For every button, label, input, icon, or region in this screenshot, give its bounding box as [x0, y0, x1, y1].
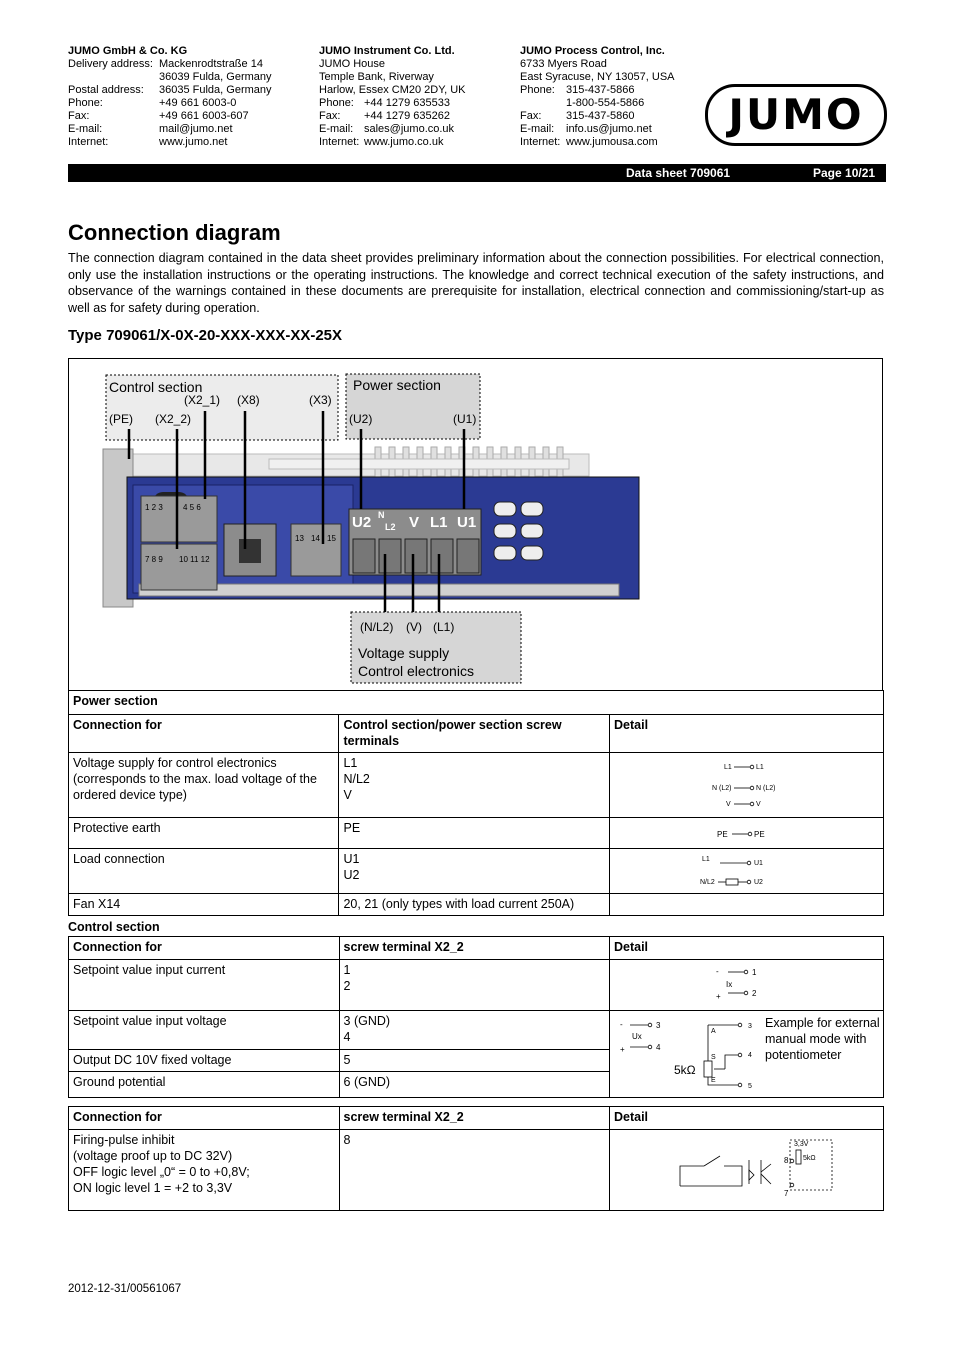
detail-text: U2 [754, 879, 763, 886]
field-label: Fax: [68, 110, 90, 122]
page-title: Connection diagram [68, 220, 281, 245]
terminal-cell [339, 960, 609, 1011]
detail-text: 3 [747, 1023, 752, 1030]
detail-text: 3 [655, 1021, 661, 1030]
field-label: Phone: [520, 84, 555, 96]
detail-text: V [756, 801, 761, 808]
table-row [69, 753, 884, 818]
detail-text: 5 [747, 1083, 752, 1090]
detail-text: PE [754, 830, 765, 839]
detail-text: A [710, 1028, 716, 1035]
website-link[interactable]: www.jumo.net [159, 136, 228, 148]
connection-cell: Ground potential [69, 1072, 340, 1098]
document-id: 2012-12-31/00561067 [68, 1283, 182, 1295]
terminal-value: 3 (GND) [343, 1014, 391, 1028]
detail-text: PE [717, 830, 728, 839]
table-row [69, 1011, 884, 1050]
terminal-value: U2 [343, 868, 360, 882]
label-u1: (U1) [453, 412, 477, 426]
terminal-value: V [343, 788, 352, 802]
jumo-logo [705, 84, 887, 146]
field-value: 36039 Fulda, Germany [159, 71, 272, 83]
power-section-label: Power section [353, 377, 441, 393]
detail-text: L1 [702, 856, 710, 863]
connection-line: Firing-pulse inhibit [73, 1133, 175, 1147]
detail-text: - [619, 1020, 623, 1029]
mark-n: N [378, 510, 385, 520]
control-section-table [68, 936, 884, 1098]
label-pe: (PE) [109, 412, 133, 426]
company-name: JUMO GmbH & Co. KG [68, 45, 188, 57]
detail-text: Ix [725, 980, 733, 989]
terminal-numbers-789: 7 8 9 [145, 555, 163, 564]
current-input-diagram [614, 962, 878, 1004]
table-row [69, 894, 884, 916]
device-illustration [69, 359, 882, 690]
connection-line: ON logic level 1 = +2 to 3,3V [73, 1181, 233, 1195]
col-header: Detail [609, 937, 883, 960]
potentiometer-example-note: Example for external manual mode with potentiometer [765, 1016, 880, 1062]
terminal-numbers-456: 4 5 6 [183, 503, 201, 512]
power-section-title: Power section [69, 691, 884, 715]
detail-cell [610, 753, 884, 818]
terminal-block-x3 [291, 524, 341, 576]
company-jumo-uk [319, 45, 466, 149]
terminal-cell [339, 753, 610, 818]
detail-cell [610, 818, 884, 849]
detail-cell [610, 894, 884, 916]
load-detail-diagram [614, 851, 878, 887]
field-label: Fax: [520, 110, 542, 122]
col-header: Connection for [69, 937, 340, 960]
detail-text: + [715, 992, 721, 1001]
connection-line: (voltage proof up to DC 32V) [73, 1149, 233, 1163]
mark-l2: L2 [385, 522, 396, 532]
field-value: +44 1279 635262 [364, 110, 450, 122]
detail-text: N (L2) [712, 785, 732, 792]
label-x3: (X3) [309, 393, 332, 407]
col-header: screw terminal X2_2 [339, 937, 609, 960]
field-label [68, 71, 159, 84]
detail-text: N (L2) [756, 785, 776, 792]
firing-pulse-diagram [614, 1132, 878, 1204]
field-label: E-mail: [319, 123, 354, 135]
supply-detail-diagram [614, 755, 878, 811]
datasheet-bar [68, 164, 886, 182]
company-jumo-germany [68, 45, 272, 149]
detail-text: L1 [724, 764, 732, 771]
detail-text: S [710, 1054, 716, 1061]
table-row [69, 1130, 884, 1211]
col-header: Detail [609, 1107, 883, 1130]
logo-text: JUMO [728, 90, 864, 139]
detail-text: 4 [747, 1052, 752, 1059]
label-x2-2: (X2_2) [155, 412, 192, 426]
detail-text: - [715, 967, 719, 976]
col-header: Connection for [69, 1107, 340, 1130]
field-value: Mackenrodtstraße 14 [159, 58, 263, 70]
field-value: Temple Bank, Riverway [319, 71, 434, 83]
field-value: 36035 Fulda, Germany [159, 84, 272, 96]
field-label: E-mail: [68, 123, 103, 135]
field-label: Postal address: [68, 84, 144, 96]
col-header: Connection for [69, 715, 339, 753]
company-name: JUMO Instrument Co. Ltd. [319, 45, 455, 57]
email-link[interactable]: sales@jumo.co.uk [364, 123, 455, 135]
field-label: E-mail: [520, 123, 555, 135]
terminal-cell: 6 (GND) [339, 1072, 609, 1098]
field-label: Internet: [520, 136, 561, 148]
company-jumo-usa [520, 45, 675, 149]
field-value: East Syracuse, NY 13057, USA [520, 71, 675, 83]
field-label: Internet: [319, 136, 360, 148]
connection-cell: Output DC 10V fixed voltage [69, 1050, 340, 1072]
field-label: Fax: [319, 110, 341, 122]
connection-cell: Setpoint value input current [69, 960, 340, 1011]
label-v: (V) [406, 620, 422, 634]
connection-cell: Fan X14 [69, 894, 339, 916]
connection-line: OFF logic level „0“ = 0 to +0,8V; [73, 1165, 250, 1179]
field-label: Phone: [68, 97, 103, 109]
field-label: Phone: [319, 97, 354, 109]
field-value: Harlow, Essex CM20 2DY, UK [319, 84, 466, 96]
email-link[interactable]: mail@jumo.net [159, 123, 233, 135]
website-link[interactable]: www.jumousa.com [566, 136, 658, 148]
field-value: 315-437-5860 [566, 110, 635, 122]
field-value: +49 661 6003-607 [159, 110, 249, 122]
label-u2: (U2) [349, 412, 373, 426]
detail-text: Ux [631, 1032, 642, 1041]
control-section-title: Control section [68, 920, 160, 934]
terminal-cell [339, 849, 610, 894]
detail-text: 5kΩ [802, 1155, 816, 1162]
pe-detail-diagram [614, 820, 878, 842]
connection-figure [68, 358, 883, 691]
page-number: Page 10/21 [813, 166, 876, 180]
mark-v: V [409, 514, 420, 531]
detail-cell [610, 849, 884, 894]
terminal-cell [339, 1011, 609, 1050]
potentiometer-label: 5kΩ [673, 1063, 696, 1077]
connection-cell: Protective earth [69, 818, 339, 849]
datasheet-number: Data sheet 709061 [626, 166, 731, 180]
terminal-value: N/L2 [343, 772, 370, 786]
table-row [69, 960, 884, 1011]
label-x2-1: (X2_1) [184, 393, 221, 407]
website-link[interactable]: www.jumo.co.uk [364, 136, 444, 148]
company-name: JUMO Process Control, Inc. [520, 45, 665, 57]
connector-x8 [224, 524, 276, 576]
mark-u1: U1 [457, 514, 477, 531]
terminal-14: 14 [311, 534, 320, 543]
field-label: Internet: [68, 136, 109, 148]
col-header: screw terminal X2_2 [339, 1107, 609, 1130]
terminal-value: 2 [343, 979, 351, 993]
firing-pulse-table [68, 1106, 884, 1211]
detail-text: 2 [751, 989, 757, 998]
label-l1: (L1) [433, 620, 455, 634]
detail-text: E [710, 1077, 716, 1084]
field-label: Delivery address: [68, 58, 153, 70]
field-value: 315-437-5866 [566, 84, 635, 96]
terminal-value: 4 [343, 1030, 351, 1044]
terminal-cell: 20, 21 (only types with load current 250A) [339, 894, 610, 916]
power-section-table [68, 690, 884, 916]
detail-text: + [619, 1045, 625, 1054]
detail-text: U1 [754, 860, 763, 867]
terminal-value: 1 [343, 963, 351, 977]
detail-text: 8 [783, 1156, 789, 1165]
email-link[interactable]: info.us@jumo.net [566, 123, 652, 135]
control-section-label: Control section [109, 379, 203, 395]
connection-cell [69, 1130, 340, 1211]
terminal-13: 13 [295, 534, 304, 543]
col-header: Control section/power section screw terminals [339, 715, 610, 753]
field-value: 6733 Myers Road [520, 58, 607, 70]
label-n-l2: (N/L2) [360, 620, 394, 634]
label-x8: (X8) [237, 393, 260, 407]
table-row [69, 818, 884, 849]
field-label [520, 97, 566, 110]
detail-cell [609, 1130, 883, 1211]
field-value: +44 1279 635533 [364, 97, 450, 109]
terminal-value: L1 [343, 756, 358, 770]
detail-text: L1 [756, 764, 764, 771]
terminal-numbers-123: 1 2 3 [145, 503, 163, 512]
detail-text: V [726, 801, 731, 808]
field-value: JUMO House [319, 58, 386, 70]
detail-text: 3,3V [793, 1141, 809, 1148]
terminal-cell: 5 [339, 1050, 609, 1072]
col-header: Detail [610, 715, 884, 753]
field-value: +49 661 6003-0 [159, 97, 237, 109]
table-row [69, 849, 884, 894]
mark-l1: L1 [430, 514, 448, 531]
terminal-value: U1 [343, 852, 360, 866]
detail-cell [609, 960, 883, 1011]
connection-cell: Voltage supply for control electronics (corresponds to the max. load voltage of the ordered device type) [69, 753, 339, 818]
detail-text: 4 [655, 1043, 661, 1052]
terminal-15: 15 [327, 534, 336, 543]
detail-text: N/L2 [700, 879, 715, 886]
field-value: 1-800-554-5866 [566, 97, 645, 109]
connection-cell: Load connection [69, 849, 339, 894]
detail-text: 7 [783, 1189, 789, 1198]
control-electronics-label: Control electronics [358, 663, 474, 679]
type-heading: Type 709061/X-0X-20-XXX-XXX-XX-25X [68, 327, 343, 344]
terminal-cell: PE [339, 818, 610, 849]
connection-cell: Setpoint value input voltage [69, 1011, 340, 1050]
terminal-numbers-101112: 10 11 12 [179, 555, 210, 564]
mark-u2: U2 [352, 514, 372, 531]
terminal-cell: 8 [339, 1130, 609, 1211]
intro-paragraph: The connection diagram contained in the data sheet provides preliminary information about the connection possibilities. For electrical connection, only use the installation instructions or the operating instructions. The knowledge and correct technical execution of the safety instructions, and observance of the warnings contained in these documents are prerequisite for installation, electrical connection and commissioning/start-up as well as for safety during operation. [68, 251, 884, 315]
voltage-supply-label: Voltage supply [358, 645, 450, 661]
detail-text: 1 [751, 968, 757, 977]
